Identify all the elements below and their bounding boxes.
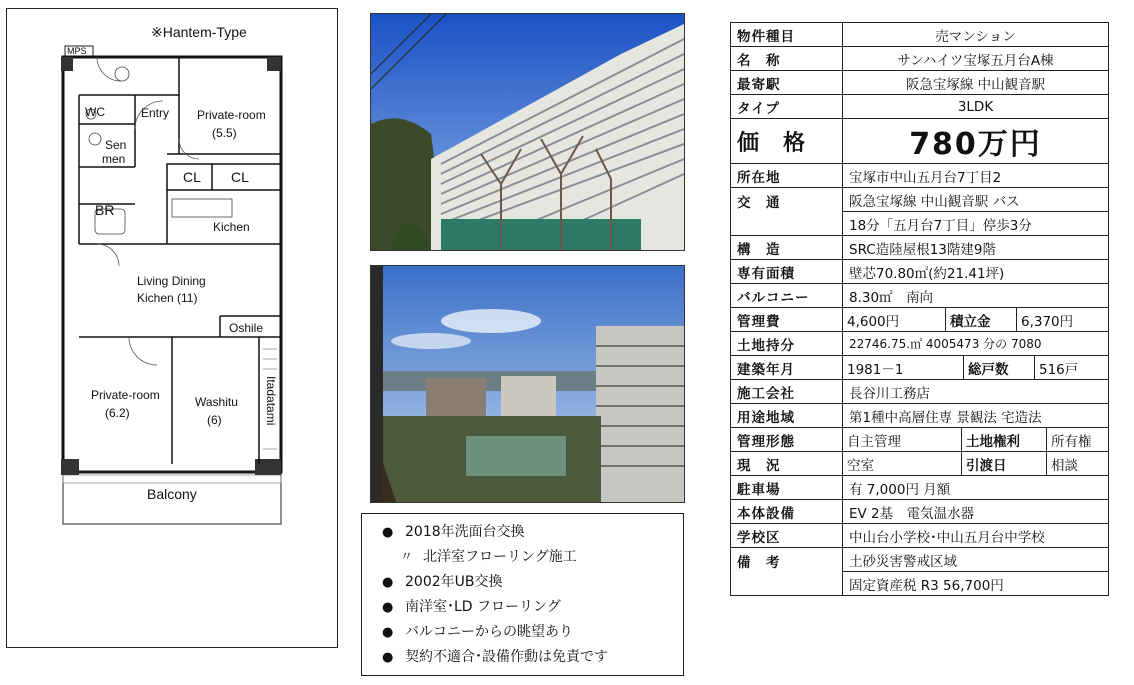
mgmt-fee-value: 4,600円 — [847, 313, 900, 330]
name-value: サンハイツ宝塚五月台A棟 — [843, 47, 1109, 71]
floor-plan-drawing — [7, 9, 339, 649]
status-value: 空室 — [847, 457, 874, 474]
land-share-label: 土地持分 — [731, 332, 843, 356]
spec-row — [731, 380, 1109, 404]
senmen-label-2: men — [102, 152, 126, 166]
spec-row — [731, 236, 1109, 260]
spec-row — [731, 404, 1109, 428]
remarks-value-1: 土砂災害警戒区域 — [843, 548, 1109, 572]
oshile-label: Oshile — [229, 321, 264, 335]
mgmt-form-cell — [843, 428, 1109, 452]
mgmt-fee-label: 管理費 — [731, 308, 843, 332]
balcony-view-photo — [370, 265, 685, 503]
land-right-label: 土地権利 — [961, 428, 1046, 451]
closet-label-2: CL — [231, 169, 249, 185]
washitu-label: Washitu — [195, 395, 238, 409]
reserve-value: 6,370円 — [1016, 308, 1077, 331]
parking-label: 駐車場 — [731, 476, 843, 500]
type-value: 売マンション — [843, 23, 1109, 47]
washitu-size: (6) — [207, 413, 222, 427]
spec-row — [731, 284, 1109, 308]
zoning-label: 用途地域 — [731, 404, 843, 428]
address-label: 所在地 — [731, 164, 843, 188]
note-text: バルコニーからの眺望あり — [405, 624, 573, 640]
note-text: 2002年UB交換 — [405, 574, 503, 590]
note-bullet: ● — [382, 650, 394, 665]
note-item — [382, 570, 683, 595]
spec-row — [731, 428, 1109, 452]
mgmt-form-value: 自主管理 — [847, 433, 901, 450]
note-item — [382, 620, 683, 645]
school-label: 学校区 — [731, 524, 843, 548]
ldk-label-2: Kichen (11) — [137, 291, 198, 305]
note-item — [382, 645, 683, 670]
note-item — [382, 520, 683, 545]
reserve-label: 積立金 — [945, 308, 1016, 331]
balcony-label: Balcony — [147, 486, 197, 502]
spec-row — [731, 47, 1109, 71]
private-room-1-label: Private-room — [197, 108, 266, 122]
address-value: 宝塚市中山五月台7丁目2 — [843, 164, 1109, 188]
equipment-label: 本体設備 — [731, 500, 843, 524]
building-exterior-photo — [370, 13, 685, 251]
built-cell — [843, 356, 1109, 380]
note-item — [382, 595, 683, 620]
balcony-value: 8.30㎡ 南向 — [843, 284, 1109, 308]
area-label: 専有面積 — [731, 260, 843, 284]
station-value: 阪急宝塚線 中山観音駅 — [843, 71, 1109, 95]
area-value: 壁芯70.80㎡(約21.41坪) — [843, 260, 1109, 284]
spec-row — [731, 452, 1109, 476]
note-bullet: ● — [382, 625, 394, 640]
private-room-2-size: (6.2) — [105, 406, 130, 420]
notes-box — [361, 513, 684, 676]
mps-label: MPS — [67, 46, 87, 56]
itadatami-label: Itadatami — [264, 376, 278, 426]
builder-value: 長谷川工務店 — [843, 380, 1109, 404]
note-text: 2018年洗面台交換 — [405, 524, 525, 540]
name-label: 名 称 — [731, 47, 843, 71]
type-label: 物件種目 — [731, 23, 843, 47]
senmen-label-1: Sen — [105, 138, 127, 152]
entry-label: Entry — [141, 106, 170, 120]
spec-row — [731, 524, 1109, 548]
note-text: 南洋室･LD フローリング — [405, 599, 561, 615]
handover-label: 引渡日 — [961, 452, 1046, 475]
note-text: 契約不適合･設備作動は免責です — [405, 649, 608, 665]
structure-value: SRC造陸屋根13階建9階 — [843, 236, 1109, 260]
built-label: 建築年月 — [731, 356, 843, 380]
spec-row — [731, 260, 1109, 284]
spec-row — [731, 356, 1109, 380]
zoning-value: 第1種中高層住専 景観法 宅造法 — [843, 404, 1109, 428]
spec-row — [731, 23, 1109, 47]
status-label: 現 況 — [731, 452, 843, 476]
land-share-value: 22746.75.㎡ 4005473 分の 7080 — [843, 332, 1109, 356]
remarks-value-2: 固定資産税 R3 56,700円 — [843, 572, 1109, 596]
access-value-2: 18分「五月台7丁目」停歩3分 — [843, 212, 1109, 236]
spec-row — [731, 71, 1109, 95]
equipment-value: EV 2基 電気温水器 — [843, 500, 1109, 524]
units-value: 516戸 — [1034, 356, 1082, 379]
spec-row — [731, 548, 1109, 572]
handover-value: 相談 — [1046, 452, 1082, 475]
note-bullet: ● — [382, 575, 394, 590]
units-label: 総戸数 — [963, 356, 1034, 379]
structure-label: 構 造 — [731, 236, 843, 260]
layout-value: 3LDK — [843, 95, 1109, 119]
built-value: 1981－1 — [847, 361, 904, 378]
spec-row — [731, 476, 1109, 500]
spec-row — [731, 119, 1109, 164]
spec-row — [731, 332, 1109, 356]
closet-label-1: CL — [183, 169, 201, 185]
property-spec-table — [730, 22, 1109, 596]
school-value: 中山台小学校･中山五月台中学校 — [843, 524, 1109, 548]
note-item — [382, 545, 683, 570]
spec-row — [731, 500, 1109, 524]
balcony-label: バルコニー — [731, 284, 843, 308]
mgmt-form-label: 管理形態 — [731, 428, 843, 452]
remarks-label: 備 考 — [731, 548, 843, 596]
parking-value: 有 7,000円 月額 — [843, 476, 1109, 500]
builder-label: 施工会社 — [731, 380, 843, 404]
station-label: 最寄駅 — [731, 71, 843, 95]
wc-label: WC — [85, 105, 105, 119]
spec-row — [731, 308, 1109, 332]
price-label: 価 格 — [731, 119, 843, 164]
layout-label: タイプ — [731, 95, 843, 119]
plan-type-title: ※Hantem-Type — [151, 24, 247, 40]
bathroom-label: BR — [95, 202, 115, 218]
access-value-1: 阪急宝塚線 中山観音駅 バス — [843, 188, 1109, 212]
access-label: 交 通 — [731, 188, 843, 236]
note-bullet: ● — [382, 600, 394, 615]
floor-plan — [6, 8, 338, 648]
price-value: 780万円 — [843, 119, 1109, 164]
spec-row — [731, 164, 1109, 188]
note-bullet: 〃 — [400, 550, 414, 565]
private-room-1-size: (5.5) — [212, 126, 237, 140]
spec-row — [731, 95, 1109, 119]
note-bullet: ● — [382, 525, 394, 540]
note-text: 北洋室フローリング施工 — [423, 549, 577, 565]
land-right-value: 所有権 — [1046, 428, 1096, 451]
kitchen-label: Kichen — [213, 220, 250, 234]
ldk-label-1: Living Dining — [137, 274, 206, 288]
private-room-2-label: Private-room — [91, 388, 160, 402]
status-cell — [843, 452, 1109, 476]
mgmt-fee-cell — [843, 308, 1109, 332]
spec-row — [731, 188, 1109, 212]
